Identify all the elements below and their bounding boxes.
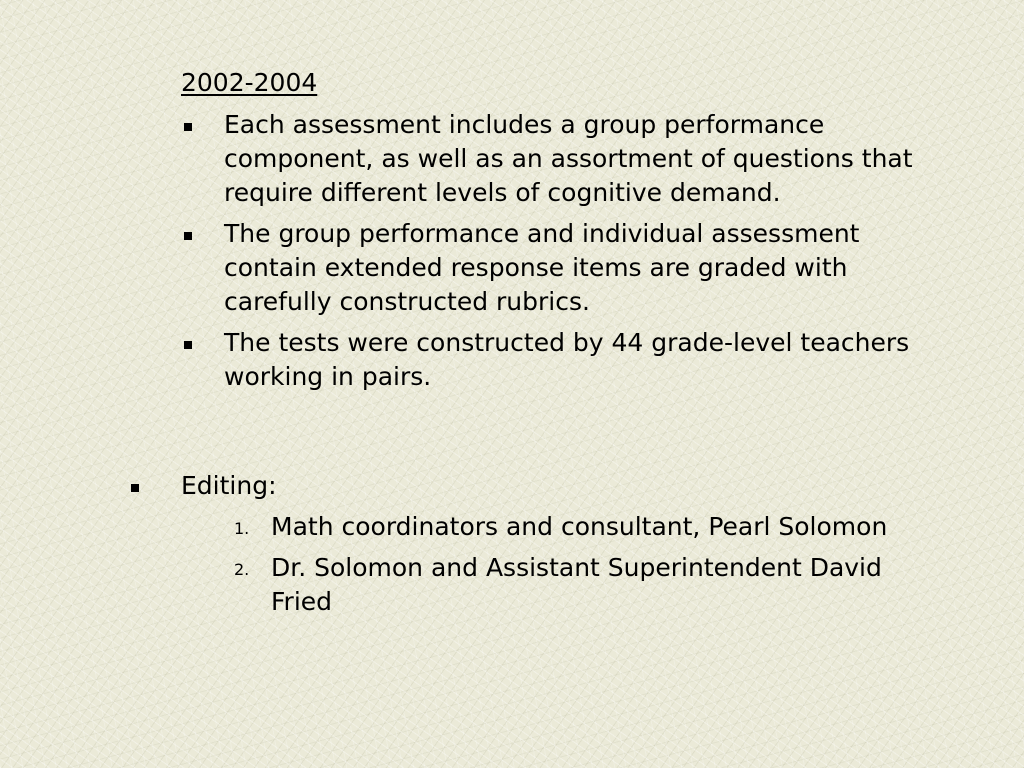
list-number: 2. — [234, 560, 250, 579]
item-text: Math coordinators and consultant, Pearl Solomon — [271, 512, 888, 541]
editing-label: Editing: — [181, 471, 277, 500]
bullet-text: The tests were constructed by 44 grade-level teachers working in pairs. — [224, 328, 910, 391]
bullet-text: The group performance and individual assessment contain extended response items are graded with carefully constructed rubrics. — [224, 219, 860, 316]
list-number: 1. — [234, 519, 250, 538]
square-bullet-icon — [184, 123, 192, 131]
square-bullet-icon — [131, 484, 139, 492]
editing-numbered-list — [230, 510, 930, 626]
year-range-heading: 2002-2004 — [181, 68, 318, 97]
list-item — [230, 551, 930, 619]
list-item — [181, 326, 941, 394]
list-item — [181, 217, 941, 319]
list-item — [181, 108, 941, 210]
list-item — [230, 510, 930, 544]
square-bullet-icon — [184, 232, 192, 240]
assessment-bullet-list — [181, 108, 941, 401]
square-bullet-icon — [184, 341, 192, 349]
bullet-text: Each assessment includes a group performance component, as well as an assortment of questions that require different levels of cognitive demand. — [224, 110, 913, 207]
item-text: Dr. Solomon and Assistant Superintendent David Fried — [271, 553, 882, 616]
